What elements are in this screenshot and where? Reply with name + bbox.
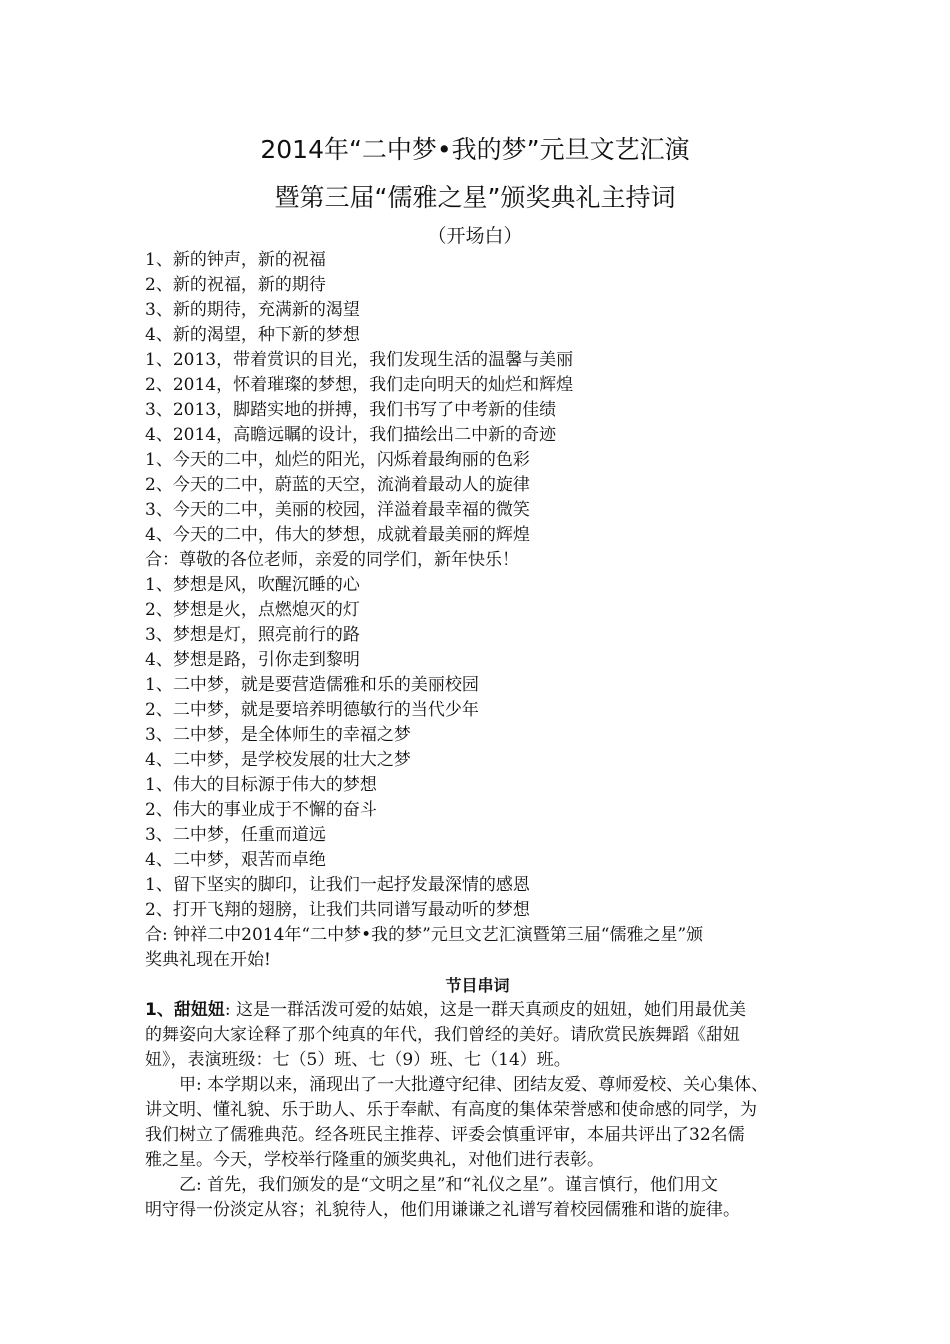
opening-line: 4、二中梦，是学校发展的壮大之梦 [145,750,411,770]
document-title-line-2: 暨第三届“儒雅之星”颁奖典礼主持词 [274,183,676,212]
opening-line: 3、梦想是灯，照亮前行的路 [145,625,360,645]
opening-line: 3、2013，脚踏实地的拼搏，我们书写了中考新的佳绩 [145,400,557,420]
opening-line: 3、二中梦，任重而道远 [145,825,326,845]
opening-line: 合：尊敬的各位老师，亲爱的同学们，新年快乐！ [145,550,519,570]
opening-line: 2、今天的二中，蔚蓝的天空，流淌着最动人的旋律 [145,475,530,495]
section-title: 节目串词 [445,976,510,995]
program-item-line: 的舞姿向大家诠释了那个纯真的年代，我们曾经的美好。请欣赏民族舞蹈《甜妞 [145,1025,740,1045]
program-item-line [145,998,810,1023]
host-jia-line: 讲文明、懂礼貌、乐于助人、乐于奉献、有高度的集体荣誉感和使命感的同学，为 [145,1100,757,1120]
opening-line: 2、2014，怀着璀璨的梦想，我们走向明天的灿烂和辉煌 [145,375,574,395]
opening-line: 3、今天的二中，美丽的校园，洋溢着最幸福的微笑 [145,500,530,520]
opening-line: 2、打开飞翔的翅膀，让我们共同谱写最动听的梦想 [145,900,530,920]
document-subtitle: （开场白） [427,225,523,247]
opening-line: 4、2014，高瞻远瞩的设计，我们描绘出二中新的奇迹 [145,425,557,445]
host-jia-label: 甲 [179,1075,196,1095]
opening-line: 3、新的期待，充满新的渴望 [145,300,360,320]
host-yi-line [145,1173,810,1198]
opening-line: 2、新的祝福，新的期待 [145,275,326,295]
opening-line: 1、梦想是风，吹醒沉睡的心 [145,575,360,595]
host-yi-label: 乙 [179,1175,196,1195]
program-item-label: 1、甜妞妞 [145,1000,225,1020]
host-jia-text: : 本学期以来，涌现出了一大批遵守纪律、团结友爱、尊师爱校、关心集体、 [196,1075,769,1095]
opening-line: 1、2013，带着赏识的目光，我们发现生活的温馨与美丽 [145,350,574,370]
opening-line: 4、梦想是路，引你走到黎明 [145,650,360,670]
host-jia-line: 雅之星。今天，学校举行隆重的颁奖典礼，对他们进行表彰。 [145,1150,604,1170]
opening-line: 3、二中梦，是全体师生的幸福之梦 [145,725,411,745]
program-item-line: 妞》，表演班级：七（5）班、七（9）班、七（14）班。 [145,1050,571,1070]
opening-line: 1、二中梦，就是要营造儒雅和乐的美丽校园 [145,675,479,695]
host-jia-line: 我们树立了儒雅典范。经各班民主推荐、评委会慎重评审，本届共评出了32名儒 [145,1125,745,1145]
document-title-line-1: 2014年“二中梦•我的梦”元旦文艺汇演 [260,135,690,164]
opening-line: 4、二中梦，艰苦而卓绝 [145,850,326,870]
host-jia-line [145,1073,810,1098]
opening-line: 2、二中梦，就是要培养明德敏行的当代少年 [145,700,479,720]
opening-line: 1、伟大的目标源于伟大的梦想 [145,775,377,795]
host-yi-text: : 首先，我们颁发的是“文明之星”和“礼仪之星”。谨言慎行，他们用文 [196,1175,718,1195]
opening-line: 1、留下坚实的脚印，让我们一起抒发最深情的感恩 [145,875,530,895]
host-yi-line: 明守得一份淡定从容；礼貌待人，他们用谦谦之礼谱写着校园儒雅和谐的旋律。 [145,1200,740,1220]
closing-line: 合: 钟祥二中2014年“二中梦•我的梦”元旦文艺汇演暨第三届“儒雅之星”颁 [145,925,704,945]
opening-line: 1、今天的二中，灿烂的阳光，闪烁着最绚丽的色彩 [145,450,530,470]
opening-line: 2、梦想是火，点燃熄灭的灯 [145,600,360,620]
document-body [145,248,810,1223]
opening-line: 2、伟大的事业成于不懈的奋斗 [145,800,377,820]
program-item-text: : 这是一群活泼可爱的姑娘，这是一群天真顽皮的妞妞，她们用最优美 [224,1000,746,1020]
closing-line: 奖典礼现在开始! [145,950,271,970]
opening-line: 1、新的钟声，新的祝福 [145,250,326,270]
opening-lines [145,248,810,923]
opening-line: 4、今天的二中，伟大的梦想，成就着最美丽的辉煌 [145,525,530,545]
opening-line: 4、新的渴望，种下新的梦想 [145,325,360,345]
